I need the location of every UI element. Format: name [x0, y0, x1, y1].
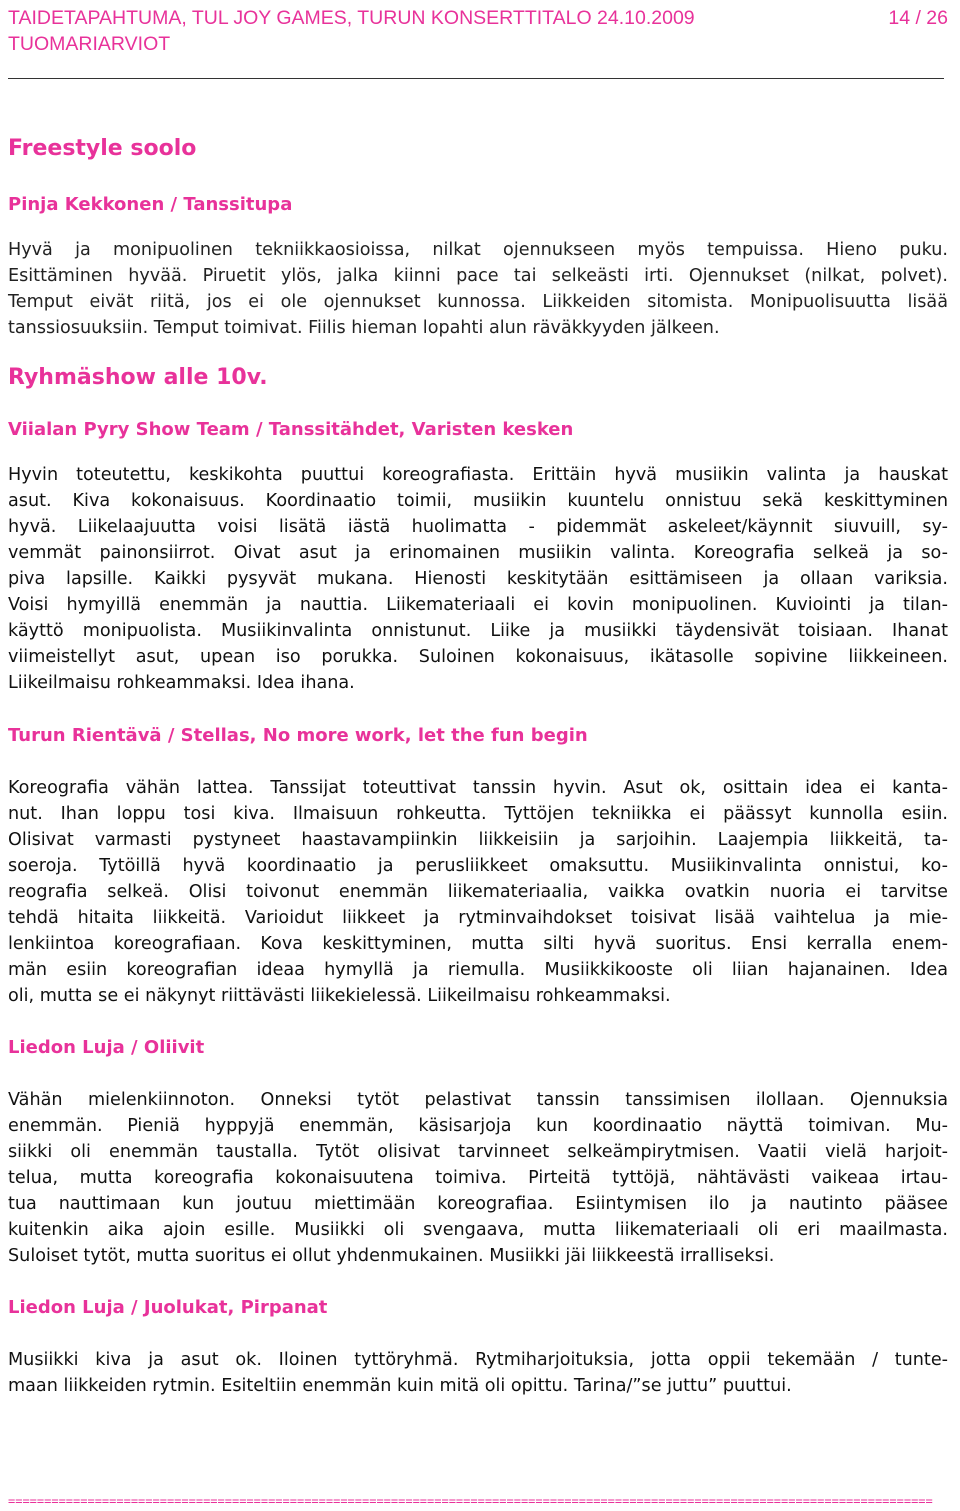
comment-line: tanssiosuuksiin. Temput toimivat. Fiilis hieman lopahti alun räväkkyyden jälkeen.: [8, 318, 720, 338]
comment-line: lenkiintoa koreografiaan. Kova keskittyminen, mutta silti hyvä suoritus. Ensi kerralla enem-: [8, 934, 948, 954]
judge-comment: [8, 1087, 948, 1269]
footer-separator: ================================================================================================================================: [8, 1494, 933, 1508]
comment-line: tehdä hitaita liikkeitä. Varioidut liikkeet ja rytminvaihdokset toisivat lisää vaihtelua ja mie-: [8, 908, 948, 928]
comment-line: Liikeilmaisu rohkeammaksi. Idea ihana.: [8, 673, 355, 693]
comment-line: Olisivat varmasti pystyneet haastavampiinkin liikkeisiin ja sarjoihin. Laajempia liikkeitä, ta-: [8, 830, 948, 850]
comment-line: Esittäminen hyvää. Piruetit ylös, jalka kiinni pace tai selkeästi irti. Ojennukset (nilkat, polvet).: [8, 266, 948, 286]
comment-line: vemmät painonsiirrot. Oivat asut ja erinomainen musiikin valinta. Koreografia selkeä ja so-: [8, 543, 948, 563]
comment-line: reografia selkeä. Olisi toivonut enemmän liikemateriaalia, vaikka ovatkin nuoria ei tarvitse: [8, 882, 948, 902]
header-subtitle: TUOMARIARVIOT: [8, 33, 171, 55]
comment-line: hyvä. Liikelaajuutta voisi lisätä iästä huolimatta - pidemmät askeleet/käynnit siuvuill, sy-: [8, 517, 948, 537]
comment-line: Musiikki kiva ja asut ok. Iloinen tyttöryhmä. Rytmiharjoituksia, jotta oppii tekemään / tunte-: [8, 1350, 948, 1370]
comment-line: kuitenkin aika ajoin esille. Musiikki oli svengaava, mutta liikemateriaali oli eri maailmasta.: [8, 1220, 948, 1240]
comment-line: Koreografia vähän lattea. Tanssijat toteuttivat tanssin hyvin. Asut ok, osittain idea ei kanta-: [8, 778, 948, 798]
entry-heading: Liedon Luja / Juolukat, Pirpanat: [8, 1297, 328, 1318]
page-header: [8, 5, 948, 57]
comment-line: Temput eivät riitä, jos ei ole ojennukset kunnossa. Liikkeiden sitomista. Monipuolisuutta lisää: [8, 292, 948, 312]
comment-line: asut. Kiva kokonaisuus. Koordinaatio toimii, musiikin kuuntelu onnistuu sekä keskittyminen: [8, 491, 948, 511]
judge-comment: [8, 237, 948, 341]
judge-comment: [8, 1347, 948, 1399]
comment-line: Vähän mielenkiinnoton. Onneksi tytöt pelastivat tanssin tanssimisen ilollaan. Ojennuksia: [8, 1090, 948, 1110]
comment-line: telua, mutta koreografia kokonaisuutena toimiva. Pirteitä tyttöjä, nähtävästi vaikeaa irtau-: [8, 1168, 948, 1188]
comment-line: Hyvin toteutettu, keskikohta puuttui koreografiasta. Erittäin hyvä musiikin valinta ja hauskat: [8, 465, 948, 485]
page-indicator: 14 / 26: [888, 7, 948, 29]
comment-line: Hyvä ja monipuolinen tekniikkaosioissa, nilkat ojennukseen myös tempuissa. Hieno puku.: [8, 240, 948, 260]
category-heading-freestyle: Freestyle soolo: [8, 136, 197, 161]
comment-line: enemmän. Pieniä hyppyjä enemmän, käsisarjoja kun koordinaatio näyttä toimivan. Mu-: [8, 1116, 948, 1136]
judge-comment: [8, 462, 948, 696]
comment-line: tua nauttimaan kun joutuu miettimään koreografiaa. Esiintymisen ilo ja nautinto pääsee: [8, 1194, 948, 1214]
comment-line: käyttö monipuolista. Musiikinvalinta onnistunut. Liike ja musiikki täydensivät toisiaan. Ihanat: [8, 621, 948, 641]
comment-line: viimeistellyt asut, upean iso porukka. Suloinen kokonaisuus, ikätasolle sopivine liikkeineen.: [8, 647, 948, 667]
comment-line: piva lapsille. Kaikki pysyvät mukana. Hienosti keskitytään esittämiseen ja ollaan variksia.: [8, 569, 948, 589]
comment-line: oli, mutta se ei näkynyt riittävästi liikekielessä. Liikeilmaisu rohkeammaksi.: [8, 986, 671, 1006]
comment-line: män esiin koreografian ideaa hymyllä ja riemulla. Musiikkikooste oli liian hajanainen. Idea: [8, 960, 948, 980]
comment-line: maan liikkeiden rytmin. Esiteltiin enemmän kuin mitä oli opittu. Tarina/”se juttu” puuttui.: [8, 1376, 792, 1396]
event-title: TAIDETAPAHTUMA, TUL JOY GAMES, TURUN KONSERTTITALO 24.10.2009: [8, 7, 695, 29]
header-divider: [8, 78, 944, 79]
comment-line: siikki oli enemmän taustalla. Tytöt olisivat tarvinneet selkeämpirytmisen. Vaatii vielä harjoit-: [8, 1142, 948, 1162]
judge-comment: [8, 775, 948, 1009]
category-heading-group: Ryhmäshow alle 10v.: [8, 365, 268, 390]
comment-line: Voisi hymyillä enemmän ja nauttia. Liikemateriaali ei kovin monipuolinen. Kuviointi ja tilan-: [8, 595, 948, 615]
comment-line: Suloiset tytöt, mutta suoritus ei ollut yhdenmukainen. Musiikki jäi liikkeestä irralliseksi.: [8, 1246, 775, 1266]
entry-heading: Viialan Pyry Show Team / Tanssitähdet, Varisten kesken: [8, 419, 574, 440]
comment-line: nut. Ihan loppu tosi kiva. Ilmaisuun rohkeutta. Tyttöjen tekniikka ei päässyt kunnolla esiin.: [8, 804, 948, 824]
header-line: [8, 5, 948, 31]
comment-line: soeroja. Tytöillä hyvä koordinaatio ja perusliikkeet omaksuttu. Musiikinvalinta onnistui, ko-: [8, 856, 948, 876]
entry-heading: Liedon Luja / Oliivit: [8, 1037, 205, 1058]
entry-heading: Pinja Kekkonen / Tanssitupa: [8, 194, 293, 215]
document-body: [8, 134, 948, 1399]
entry-heading: Turun Rientävä / Stellas, No more work, let the fun begin: [8, 725, 588, 746]
